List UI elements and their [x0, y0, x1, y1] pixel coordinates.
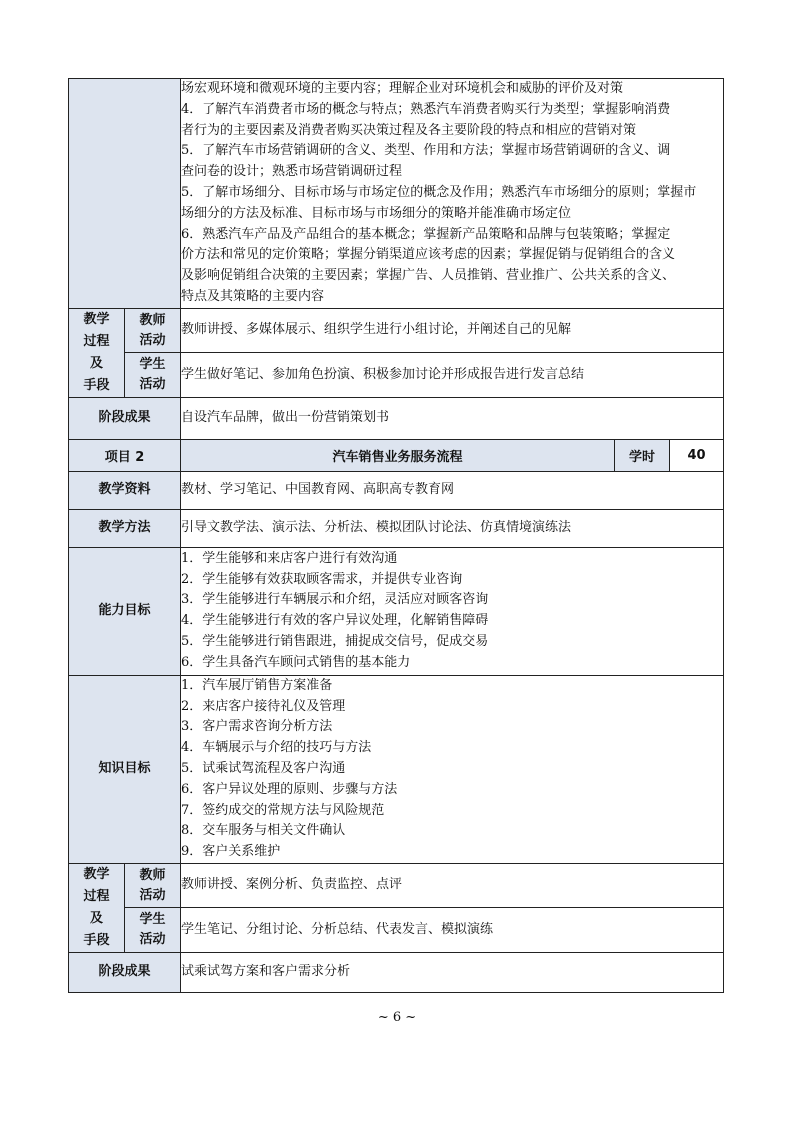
project-label: 项目 2	[69, 439, 181, 471]
list-item: 6．客户异议处理的原则、步骤与方法	[181, 781, 398, 797]
list-item: 1．汽车展厅销售方案准备	[181, 677, 333, 693]
methods-text: 引导文教学法、演示法、分析法、模拟团队讨论法、仿真情境演练法	[181, 509, 724, 547]
materials-text: 教材、学习笔记、中国教育网、高职高专教育网	[181, 471, 724, 509]
ability-label: 能力目标	[69, 547, 181, 675]
list-item: 4．学生能够进行有效的客户异议处理，化解销售障碍	[181, 613, 489, 629]
page-number: ~ 6 ~	[377, 1010, 417, 1025]
project-title: 汽车销售业务服务流程	[181, 439, 615, 471]
top-line: 者行为的主要因素及消费者购买决策过程及各主要阶段的特点和相应的营销对策	[181, 122, 637, 138]
top-line: 场细分的方法及标准、目标市场与市场细分的策略并能准确市场定位	[181, 205, 572, 221]
stage-outcome-label: 阶段成果	[69, 952, 181, 992]
stage-outcome-text: 自设汽车品牌，做出一份营销策划书	[181, 397, 724, 439]
list-item: 1．学生能够和来店客户进行有效沟通	[181, 550, 398, 566]
knowledge-list	[181, 675, 724, 863]
student-activity-text: 学生做好笔记、参加角色扮演、积极参加讨论并形成报告进行发言总结	[181, 353, 724, 398]
teacher-activity-label: 教师 活动	[125, 308, 181, 353]
stage-outcome-text: 试乘试驾方案和客户需求分析	[181, 952, 724, 992]
list-item: 9．客户关系维护	[181, 844, 281, 860]
teacher-activity-text: 教师讲授、案例分析、负责监控、点评	[181, 863, 724, 908]
ability-list	[181, 547, 724, 675]
hours-value: 40	[670, 439, 724, 471]
list-item: 5．试乘试驾流程及客户沟通	[181, 760, 346, 776]
list-item: 8．交车服务与相关文件确认	[181, 823, 346, 839]
list-item: 5．学生能够进行销售跟进，捕捉成交信号，促成交易	[181, 634, 489, 650]
top-line: 4．了解汽车消费者市场的概念与特点；熟悉汽车消费者购买行为类型；掌握影响消费	[181, 101, 671, 117]
top-line: 查问卷的设计；熟悉市场营销调研过程	[181, 164, 403, 180]
list-item: 2．来店客户接待礼仪及管理	[181, 698, 346, 714]
hours-label: 学时	[615, 439, 670, 471]
materials-label: 教学资料	[69, 471, 181, 509]
list-item: 6．学生具备汽车顾问式销售的基本能力	[181, 654, 411, 670]
top-line: 5．了解汽车市场营销调研的含义、类型、作用和方法；掌握市场营销调研的含义、调	[181, 143, 671, 159]
continuation-label-cell	[69, 79, 181, 309]
list-item: 3．客户需求咨询分析方法	[181, 719, 333, 735]
methods-label: 教学方法	[69, 509, 181, 547]
student-activity-label: 学生 活动	[125, 908, 181, 953]
process-label: 教学 过程 及 手段	[69, 308, 125, 397]
list-item: 7．签约成交的常规方法与风险规范	[181, 802, 385, 818]
list-item: 3．学生能够进行车辆展示和介绍，灵活应对顾客咨询	[181, 592, 489, 608]
top-line: 场宏观环境和微观环境的主要内容；理解企业对环境机会和威胁的评价及对策	[181, 81, 624, 96]
stage-outcome-label: 阶段成果	[69, 397, 181, 439]
student-activity-label: 学生 活动	[125, 353, 181, 398]
top-line: 5．了解市场细分、目标市场与市场定位的概念及作用；熟悉汽车市场细分的原则；掌握市	[181, 184, 697, 200]
knowledge-label: 知识目标	[69, 675, 181, 863]
top-line: 6．熟悉汽车产品及产品组合的基本概念；掌握新产品策略和品牌与包装策略；掌握定	[181, 226, 671, 242]
process-label: 教学 过程 及 手段	[69, 863, 125, 952]
course-table	[68, 78, 724, 993]
top-line: 及影响促销组合决策的主要因素；掌握广告、人员推销、营业推广、公共关系的含义、	[181, 268, 676, 284]
teacher-activity-label: 教师 活动	[125, 863, 181, 908]
top-line: 特点及其策略的主要内容	[181, 288, 325, 304]
student-activity-text: 学生笔记、分组讨论、分析总结、代表发言、模拟演练	[181, 908, 724, 953]
list-item: 4．车辆展示与介绍的技巧与方法	[181, 740, 372, 756]
teacher-activity-text: 教师讲授、多媒体展示、组织学生进行小组讨论，并阐述自己的见解	[181, 308, 724, 353]
top-text-cell	[181, 79, 724, 309]
list-item: 2．学生能够有效获取顾客需求，并提供专业咨询	[181, 571, 463, 587]
top-line: 价方法和常见的定价策略；掌握分销渠道应该考虑的因素；掌握促销与促销组合的含义	[181, 247, 676, 263]
